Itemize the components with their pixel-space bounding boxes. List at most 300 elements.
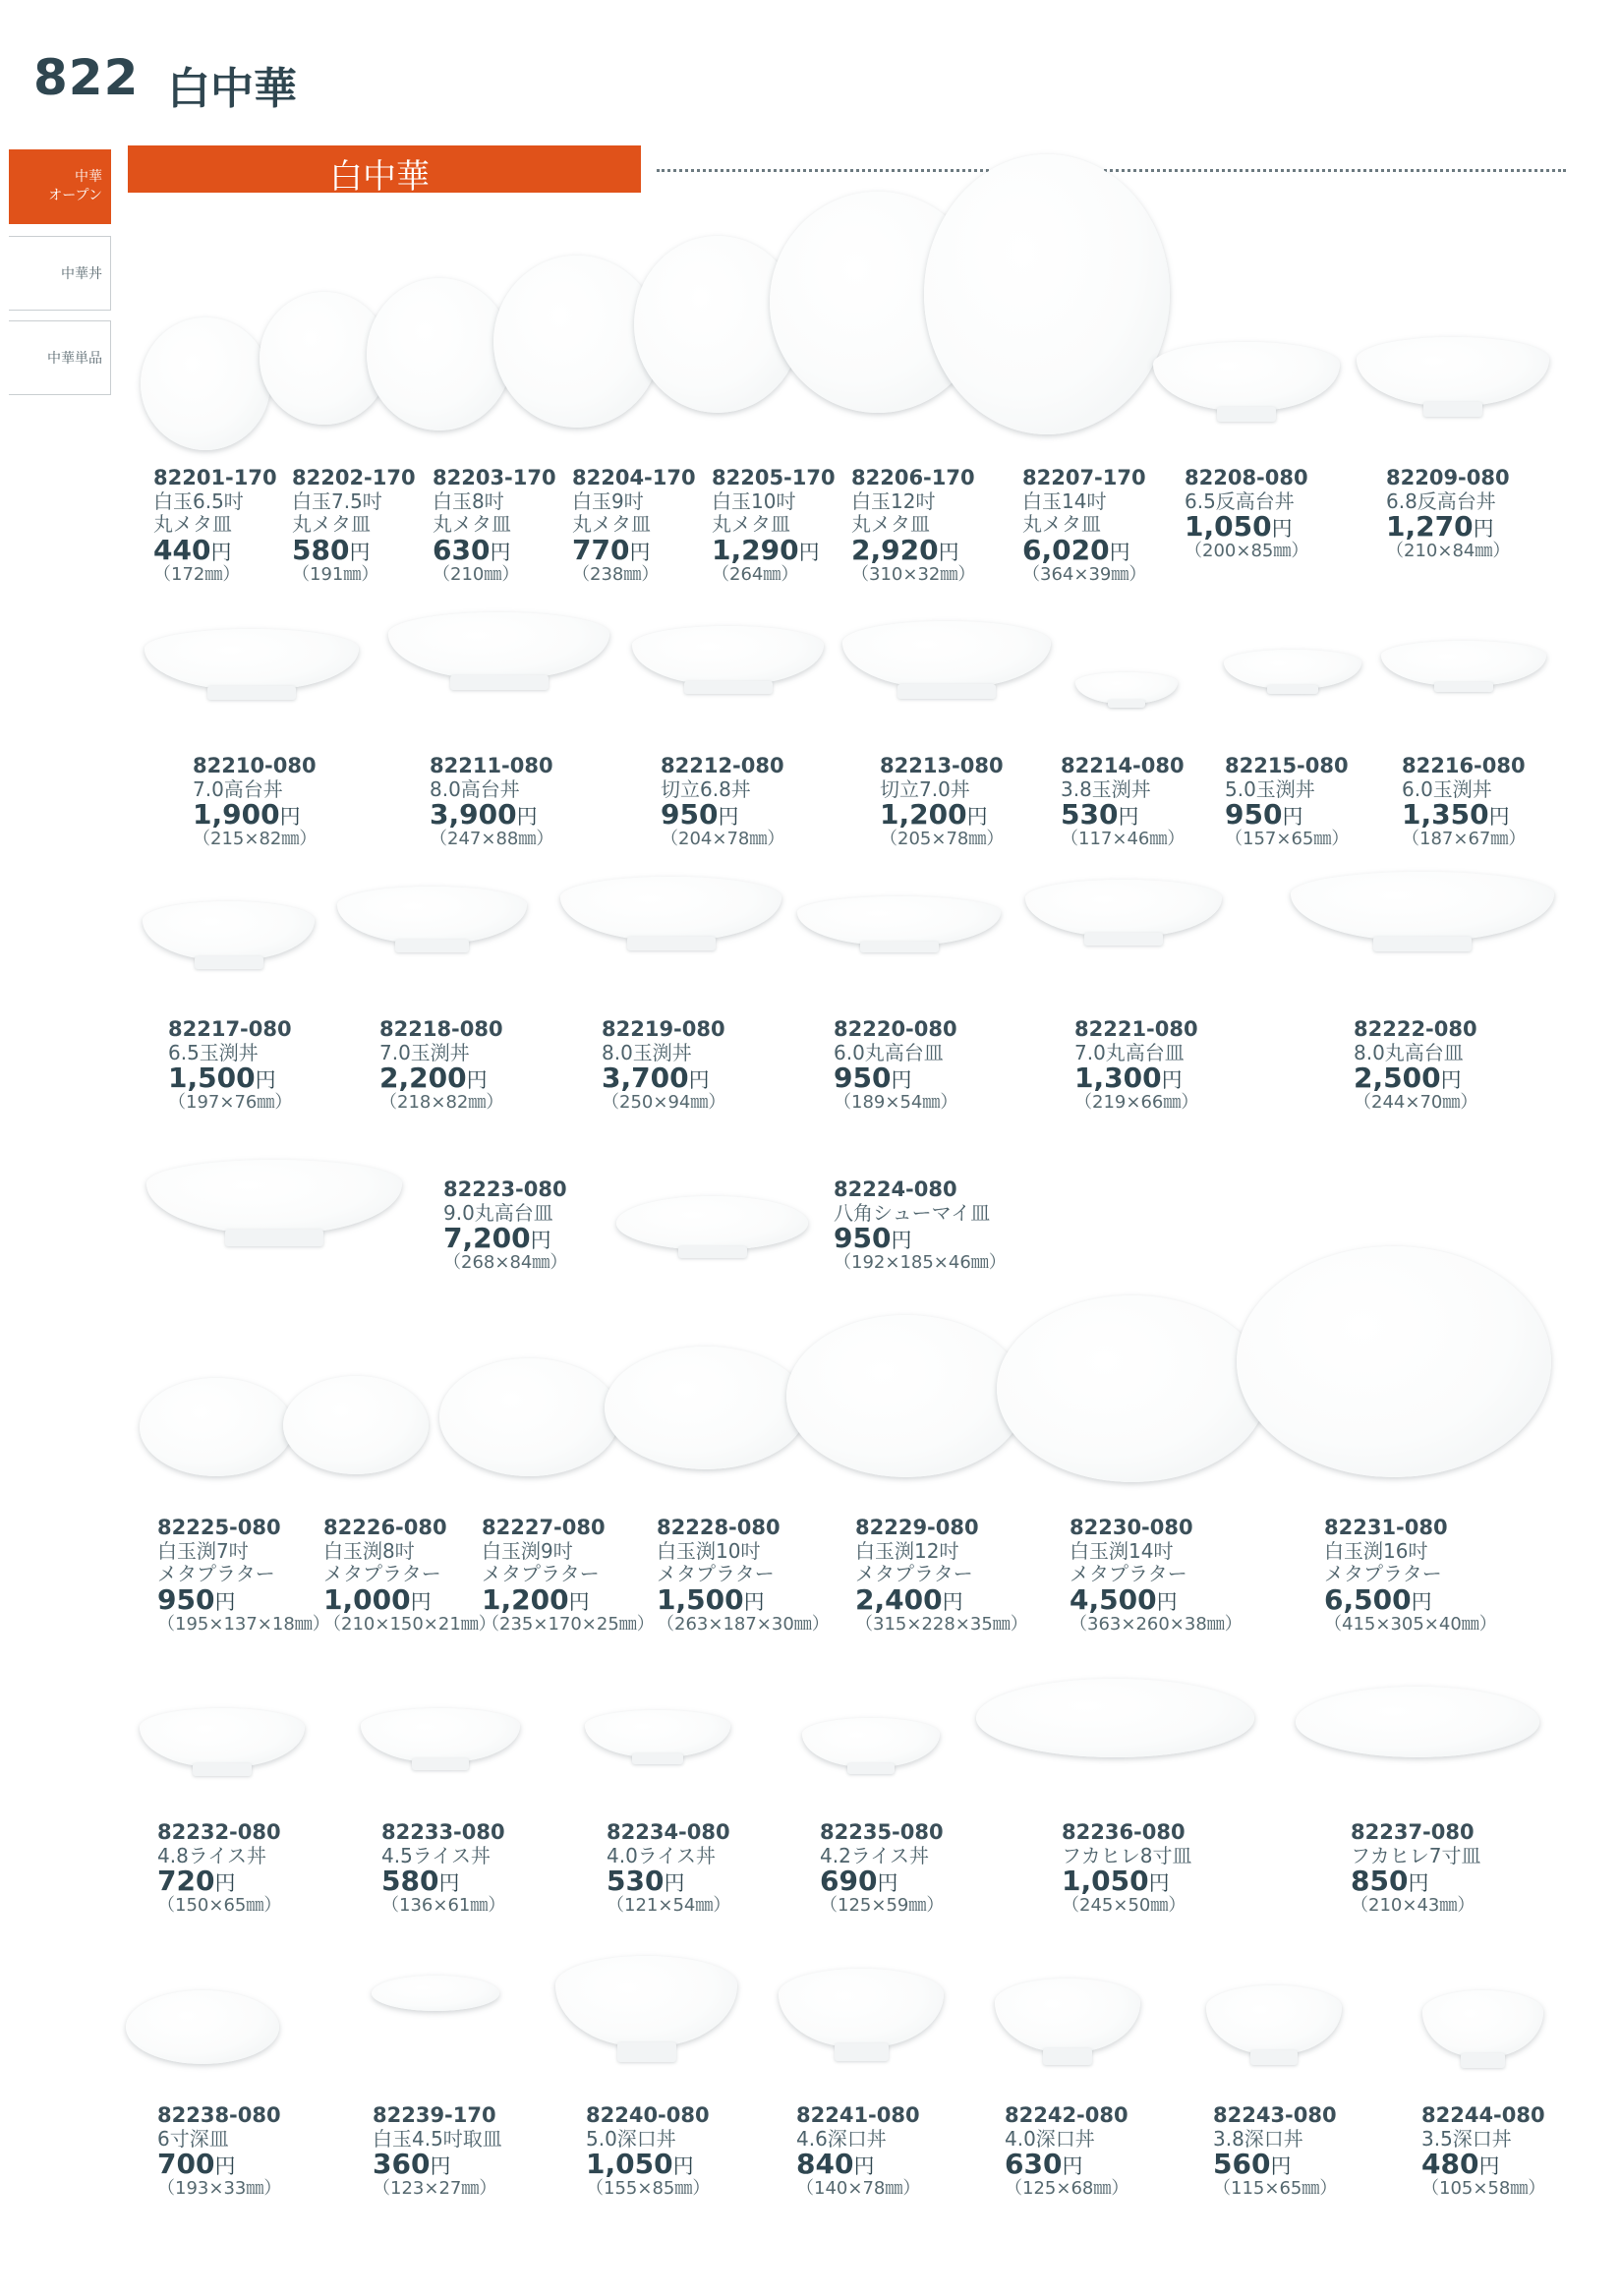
product-name: 白玉6.5吋 丸メタ皿 bbox=[153, 488, 244, 537]
product-price bbox=[880, 798, 1004, 832]
product-price bbox=[712, 533, 836, 566]
product-item bbox=[712, 466, 836, 585]
product-name: 6.5反高台丼 bbox=[1185, 488, 1295, 513]
product-image bbox=[146, 1160, 402, 1234]
product-image-foot bbox=[1108, 700, 1145, 708]
product-name: 3.5深口丼 bbox=[1421, 2126, 1512, 2151]
product-name: 白玉8吋 丸メタ皿 bbox=[433, 488, 511, 537]
product-item bbox=[379, 1017, 503, 1114]
price-value: 530 bbox=[607, 1865, 665, 1898]
price-value: 1,500 bbox=[657, 1582, 744, 1616]
product-image-foot bbox=[207, 686, 296, 700]
product-code: 82214-080 bbox=[1061, 754, 1185, 777]
product-item bbox=[607, 1820, 730, 1917]
product-price bbox=[1351, 1865, 1481, 1898]
yen-unit: 円 bbox=[1488, 805, 1510, 830]
product-dimensions: （263×187×30㎜） bbox=[657, 1613, 830, 1635]
product-dimensions: （125×59㎜） bbox=[820, 1895, 945, 1917]
yen-unit: 円 bbox=[853, 2154, 875, 2179]
product-item bbox=[1061, 754, 1185, 850]
product-price bbox=[1005, 2148, 1128, 2181]
product-image bbox=[1357, 337, 1549, 406]
product-name: 白玉渕8吋 メタプラター bbox=[323, 1538, 441, 1586]
product-dimensions: （218×82㎜） bbox=[379, 1092, 504, 1114]
product-item bbox=[851, 466, 975, 585]
price-value: 1,300 bbox=[1074, 1062, 1162, 1095]
price-value: 1,200 bbox=[880, 798, 967, 832]
product-image bbox=[126, 1990, 279, 2064]
product-image bbox=[997, 1295, 1267, 1482]
product-dimensions: （192×185×46㎜） bbox=[834, 1252, 1007, 1274]
product-price bbox=[193, 798, 317, 832]
product-dimensions: （238㎜） bbox=[572, 563, 660, 585]
product-image bbox=[797, 896, 1001, 946]
yen-unit: 円 bbox=[210, 540, 232, 564]
product-price bbox=[657, 1582, 830, 1616]
product-dimensions: （204×78㎜） bbox=[661, 829, 785, 850]
yen-unit: 円 bbox=[891, 1229, 912, 1253]
product-code: 82210-080 bbox=[193, 754, 317, 777]
product-code: 82236-080 bbox=[1062, 1820, 1186, 1844]
product-item bbox=[157, 2103, 281, 2200]
price-value: 840 bbox=[796, 2148, 854, 2181]
product-image bbox=[1291, 872, 1554, 941]
product-image-foot bbox=[1373, 937, 1472, 951]
product-name: 6.5玉渕丼 bbox=[168, 1040, 259, 1064]
product-price bbox=[855, 1582, 1028, 1616]
product-code: 82225-080 bbox=[157, 1516, 281, 1539]
yen-unit: 円 bbox=[214, 2154, 236, 2179]
price-value: 1,900 bbox=[193, 798, 280, 832]
product-image-foot bbox=[847, 1763, 895, 1774]
product-code: 82241-080 bbox=[796, 2103, 920, 2127]
product-image bbox=[367, 278, 512, 430]
product-image-foot bbox=[225, 1230, 323, 1246]
product-image-foot bbox=[860, 942, 939, 952]
product-code: 82223-080 bbox=[443, 1177, 567, 1201]
yen-unit: 円 bbox=[1440, 1068, 1462, 1093]
side-tab-chuka-don[interactable]: 中華丼 bbox=[9, 236, 111, 311]
product-item bbox=[657, 1516, 830, 1635]
product-name: 白玉9吋 丸メタ皿 bbox=[572, 488, 651, 537]
product-item bbox=[572, 466, 696, 585]
product-price bbox=[157, 1865, 281, 1898]
product-name: 白玉渕10吋 メタプラター bbox=[657, 1538, 775, 1586]
product-item bbox=[602, 1017, 725, 1114]
product-price bbox=[1070, 1582, 1243, 1616]
product-item bbox=[323, 1516, 496, 1635]
product-code: 82220-080 bbox=[834, 1017, 957, 1041]
product-code: 82206-170 bbox=[851, 466, 975, 489]
product-dimensions: （205×78㎜） bbox=[880, 829, 1005, 850]
product-price bbox=[1185, 510, 1308, 544]
product-price bbox=[157, 2148, 281, 2181]
product-name: 白玉10吋 丸メタ皿 bbox=[712, 488, 796, 537]
product-price bbox=[381, 1865, 505, 1898]
yen-unit: 円 bbox=[1408, 1871, 1429, 1896]
product-name: 4.5ライス丼 bbox=[381, 1843, 492, 1867]
product-name: フカヒレ8寸皿 bbox=[1062, 1843, 1192, 1867]
product-item bbox=[1324, 1516, 1497, 1635]
yen-unit: 円 bbox=[629, 540, 651, 564]
product-price bbox=[1324, 1582, 1497, 1616]
product-dimensions: （415×305×40㎜） bbox=[1324, 1613, 1497, 1635]
product-code: 82218-080 bbox=[379, 1017, 503, 1041]
price-value: 1,350 bbox=[1402, 798, 1489, 832]
product-code: 82231-080 bbox=[1324, 1516, 1448, 1539]
product-price bbox=[157, 1582, 330, 1616]
product-dimensions: （215×82㎜） bbox=[193, 829, 318, 850]
yen-unit: 円 bbox=[1109, 540, 1130, 564]
product-code: 82234-080 bbox=[607, 1820, 730, 1844]
product-dimensions: （264㎜） bbox=[712, 563, 799, 585]
product-item bbox=[1070, 1516, 1243, 1635]
product-price bbox=[1213, 2148, 1337, 2181]
product-image bbox=[585, 1710, 730, 1757]
product-code: 82238-080 bbox=[157, 2103, 281, 2127]
product-name: 白玉4.5吋取皿 bbox=[373, 2126, 502, 2151]
product-name: 3.8深口丼 bbox=[1213, 2126, 1303, 2151]
product-item bbox=[381, 1820, 505, 1917]
product-image bbox=[1206, 1985, 1342, 2054]
page-number: 822 bbox=[33, 49, 140, 106]
product-code: 82233-080 bbox=[381, 1820, 505, 1844]
yen-unit: 円 bbox=[938, 540, 959, 564]
product-code: 82212-080 bbox=[661, 754, 784, 777]
product-code: 82226-080 bbox=[323, 1516, 447, 1539]
product-dimensions: （363×260×38㎜） bbox=[1070, 1613, 1243, 1635]
product-image bbox=[842, 621, 1051, 688]
product-code: 82216-080 bbox=[1402, 754, 1526, 777]
product-name: 4.0ライス丼 bbox=[607, 1843, 717, 1867]
price-value: 2,920 bbox=[851, 533, 939, 566]
yen-unit: 円 bbox=[1148, 1871, 1170, 1896]
product-code: 82213-080 bbox=[880, 754, 1004, 777]
product-item bbox=[1354, 1017, 1477, 1114]
product-image-foot bbox=[412, 1758, 469, 1770]
product-image bbox=[802, 1718, 940, 1767]
product-item bbox=[1062, 1820, 1192, 1917]
product-name: 9.0丸高台皿 bbox=[443, 1200, 553, 1225]
price-value: 580 bbox=[292, 533, 350, 566]
product-dimensions: （157×65㎜） bbox=[1225, 829, 1350, 850]
price-value: 2,500 bbox=[1354, 1062, 1441, 1095]
product-item bbox=[430, 754, 553, 850]
price-value: 950 bbox=[157, 1582, 215, 1616]
product-item bbox=[1074, 1017, 1198, 1114]
price-value: 850 bbox=[1351, 1865, 1409, 1898]
product-item bbox=[168, 1017, 292, 1114]
price-value: 700 bbox=[157, 2148, 215, 2181]
product-item bbox=[796, 2103, 920, 2200]
yen-unit: 円 bbox=[568, 1589, 590, 1614]
product-image bbox=[1025, 880, 1222, 937]
price-value: 1,270 bbox=[1386, 510, 1474, 544]
price-value: 950 bbox=[1225, 798, 1283, 832]
product-item bbox=[1005, 2103, 1128, 2200]
yen-unit: 円 bbox=[1156, 1589, 1178, 1614]
product-dimensions: （235×170×25㎜） bbox=[482, 1613, 655, 1635]
product-code: 82227-080 bbox=[482, 1516, 606, 1539]
product-price bbox=[796, 2148, 920, 2181]
yen-unit: 円 bbox=[516, 805, 538, 830]
product-name: 4.8ライス丼 bbox=[157, 1843, 267, 1867]
yen-unit: 円 bbox=[349, 540, 371, 564]
product-dimensions: （210×84㎜） bbox=[1386, 541, 1511, 562]
product-name: 8.0丸高台皿 bbox=[1354, 1040, 1464, 1064]
product-image bbox=[1153, 342, 1340, 411]
price-value: 3,900 bbox=[430, 798, 517, 832]
product-name: 7.0玉渕丼 bbox=[379, 1040, 470, 1064]
product-price bbox=[433, 533, 556, 566]
product-dimensions: （121×54㎜） bbox=[607, 1895, 731, 1917]
product-price bbox=[153, 533, 277, 566]
yen-unit: 円 bbox=[688, 1068, 710, 1093]
product-code: 82235-080 bbox=[820, 1820, 944, 1844]
product-image-foot bbox=[395, 940, 469, 952]
product-code: 82224-080 bbox=[834, 1177, 957, 1201]
yen-unit: 円 bbox=[530, 1229, 551, 1253]
product-code: 82205-170 bbox=[712, 466, 836, 489]
product-code: 82240-080 bbox=[586, 2103, 710, 2127]
product-name: 8.0玉渕丼 bbox=[602, 1040, 692, 1064]
yen-unit: 円 bbox=[279, 805, 301, 830]
product-image bbox=[786, 1315, 1025, 1477]
product-item bbox=[834, 1017, 957, 1114]
product-code: 82208-080 bbox=[1185, 466, 1308, 489]
product-name: フカヒレ7寸皿 bbox=[1351, 1843, 1481, 1867]
product-item bbox=[373, 2103, 502, 2200]
price-value: 1,050 bbox=[1062, 1865, 1149, 1898]
price-value: 770 bbox=[572, 533, 630, 566]
product-dimensions: （189×54㎜） bbox=[834, 1092, 958, 1114]
product-price bbox=[1402, 798, 1526, 832]
product-price bbox=[168, 1062, 292, 1095]
product-name: 切立7.0丼 bbox=[880, 776, 970, 801]
product-image-foot bbox=[195, 956, 263, 969]
section-banner-title: 白中華 bbox=[329, 157, 430, 197]
yen-unit: 円 bbox=[410, 1589, 432, 1614]
product-image bbox=[388, 612, 609, 679]
yen-unit: 円 bbox=[877, 1871, 898, 1896]
product-code: 82203-170 bbox=[433, 466, 556, 489]
product-dimensions: （125×68㎜） bbox=[1005, 2178, 1129, 2200]
product-price bbox=[602, 1062, 725, 1095]
product-name: 5.0深口丼 bbox=[586, 2126, 676, 2151]
product-image bbox=[140, 1378, 293, 1476]
product-code: 82243-080 bbox=[1213, 2103, 1337, 2127]
section-banner bbox=[128, 145, 641, 197]
product-dimensions: （200×85㎜） bbox=[1185, 541, 1309, 562]
yen-unit: 円 bbox=[664, 1871, 685, 1896]
product-item bbox=[834, 1177, 1007, 1274]
product-image bbox=[779, 1969, 944, 2047]
product-price bbox=[1386, 510, 1510, 544]
yen-unit: 円 bbox=[214, 1589, 236, 1614]
product-image-foot bbox=[1434, 682, 1493, 692]
product-name: 7.0丸高台皿 bbox=[1074, 1040, 1185, 1064]
product-price bbox=[292, 533, 416, 566]
product-dimensions: （245×50㎜） bbox=[1062, 1895, 1186, 1917]
product-dimensions: （250×94㎜） bbox=[602, 1092, 726, 1114]
product-code: 82207-170 bbox=[1022, 466, 1146, 489]
product-dimensions: （195×137×18㎜） bbox=[157, 1613, 330, 1635]
product-image bbox=[605, 1347, 807, 1469]
product-item bbox=[1185, 466, 1308, 562]
price-value: 4,500 bbox=[1070, 1582, 1157, 1616]
yen-unit: 円 bbox=[743, 1589, 765, 1614]
product-price bbox=[443, 1222, 567, 1255]
product-dimensions: （150×65㎜） bbox=[157, 1895, 282, 1917]
product-image bbox=[995, 1979, 1140, 2052]
page-title: 白中華 bbox=[167, 64, 297, 114]
product-item bbox=[1225, 754, 1349, 850]
product-image-foot bbox=[1043, 2048, 1092, 2065]
yen-unit: 円 bbox=[672, 2154, 694, 2179]
product-image-foot bbox=[1423, 402, 1482, 417]
product-item bbox=[157, 1516, 330, 1635]
product-image bbox=[361, 1708, 520, 1762]
product-image-foot bbox=[450, 675, 549, 690]
product-name: 7.0高台丼 bbox=[193, 776, 283, 801]
product-image bbox=[143, 901, 315, 960]
product-code: 82217-080 bbox=[168, 1017, 292, 1041]
product-item bbox=[153, 466, 277, 585]
product-dimensions: （155×85㎜） bbox=[586, 2178, 711, 2200]
product-item bbox=[1402, 754, 1526, 850]
yen-unit: 円 bbox=[891, 1068, 912, 1093]
yen-unit: 円 bbox=[942, 1589, 963, 1614]
side-tab-chuka-tanpin[interactable]: 中華単品 bbox=[9, 320, 111, 395]
product-image bbox=[632, 626, 824, 685]
product-image bbox=[1381, 641, 1546, 686]
price-value: 1,500 bbox=[168, 1062, 256, 1095]
price-value: 6,500 bbox=[1324, 1582, 1412, 1616]
product-image bbox=[141, 317, 270, 450]
product-name: 白玉14吋 丸メタ皿 bbox=[1022, 488, 1107, 537]
product-price bbox=[851, 533, 975, 566]
price-value: 7,200 bbox=[443, 1222, 531, 1255]
yen-unit: 円 bbox=[1473, 517, 1494, 542]
yen-unit: 円 bbox=[1118, 805, 1139, 830]
product-item bbox=[433, 466, 556, 585]
product-code: 82230-080 bbox=[1070, 1516, 1193, 1539]
product-image bbox=[145, 629, 359, 690]
product-name: 4.6深口丼 bbox=[796, 2126, 887, 2151]
product-item bbox=[1351, 1820, 1481, 1917]
product-name: 白玉7.5吋 丸メタ皿 bbox=[292, 488, 382, 537]
product-image bbox=[140, 1708, 305, 1767]
product-name: 白玉渕16吋 メタプラター bbox=[1324, 1538, 1442, 1586]
product-price bbox=[661, 798, 784, 832]
product-dimensions: （219×66㎜） bbox=[1074, 1092, 1199, 1114]
product-item bbox=[586, 2103, 710, 2200]
price-value: 2,400 bbox=[855, 1582, 943, 1616]
price-value: 630 bbox=[1005, 2148, 1063, 2181]
product-dimensions: （244×70㎜） bbox=[1354, 1092, 1478, 1114]
product-price bbox=[1354, 1062, 1477, 1095]
product-name: 4.2ライス丼 bbox=[820, 1843, 930, 1867]
yen-unit: 円 bbox=[1411, 1589, 1432, 1614]
product-name: 白玉渕9吋 メタプラター bbox=[482, 1538, 600, 1586]
product-code: 82228-080 bbox=[657, 1516, 781, 1539]
product-image bbox=[560, 877, 781, 941]
product-code: 82221-080 bbox=[1074, 1017, 1198, 1041]
product-code: 82211-080 bbox=[430, 754, 553, 777]
product-code: 82202-170 bbox=[292, 466, 416, 489]
product-item bbox=[1386, 466, 1510, 562]
price-value: 950 bbox=[834, 1222, 892, 1255]
product-image bbox=[1237, 1246, 1551, 1477]
product-image bbox=[1422, 1990, 1543, 2057]
yen-unit: 円 bbox=[1270, 2154, 1292, 2179]
product-image bbox=[1296, 1687, 1539, 1757]
product-name: 6.8反高台丼 bbox=[1386, 488, 1496, 513]
product-dimensions: （117×46㎜） bbox=[1061, 829, 1186, 850]
product-dimensions: （136×61㎜） bbox=[381, 1895, 506, 1917]
product-item bbox=[157, 1820, 281, 1917]
product-dimensions: （140×78㎜） bbox=[796, 2178, 921, 2200]
product-code: 82215-080 bbox=[1225, 754, 1349, 777]
product-item bbox=[1421, 2103, 1545, 2200]
yen-unit: 円 bbox=[466, 1068, 488, 1093]
price-value: 440 bbox=[153, 533, 211, 566]
product-image-foot bbox=[617, 2042, 676, 2062]
product-price bbox=[1062, 1865, 1192, 1898]
product-image-foot bbox=[1250, 2050, 1298, 2065]
product-item bbox=[482, 1516, 655, 1635]
product-price bbox=[323, 1582, 496, 1616]
product-image-foot bbox=[1267, 685, 1318, 694]
yen-unit: 円 bbox=[430, 2154, 451, 2179]
product-dimensions: （193×33㎜） bbox=[157, 2178, 282, 2200]
product-dimensions: （172㎜） bbox=[153, 563, 241, 585]
product-image-foot bbox=[1217, 407, 1276, 422]
product-name: 白玉渕12吋 メタプラター bbox=[855, 1538, 973, 1586]
product-name: 白玉12吋 丸メタ皿 bbox=[851, 488, 936, 537]
product-dimensions: （364×39㎜） bbox=[1022, 563, 1147, 585]
price-value: 580 bbox=[381, 1865, 439, 1898]
product-dimensions: （187×67㎜） bbox=[1402, 829, 1527, 850]
price-value: 6,020 bbox=[1022, 533, 1110, 566]
product-image-foot bbox=[1461, 2053, 1505, 2068]
product-item bbox=[1213, 2103, 1337, 2200]
side-tab-chuka-open[interactable]: 中華 オープン bbox=[9, 149, 111, 224]
product-item bbox=[661, 754, 784, 850]
product-item bbox=[880, 754, 1004, 850]
product-price bbox=[834, 1222, 1007, 1255]
yen-unit: 円 bbox=[490, 540, 511, 564]
product-dimensions: （197×76㎜） bbox=[168, 1092, 293, 1114]
product-dimensions: （115×65㎜） bbox=[1213, 2178, 1338, 2200]
product-code: 82239-170 bbox=[373, 2103, 496, 2127]
yen-unit: 円 bbox=[1062, 2154, 1083, 2179]
yen-unit: 円 bbox=[255, 1068, 276, 1093]
product-image-foot bbox=[835, 2043, 889, 2061]
product-image bbox=[924, 154, 1170, 434]
product-code: 82204-170 bbox=[572, 466, 696, 489]
product-image bbox=[439, 1358, 619, 1476]
product-code: 82219-080 bbox=[602, 1017, 725, 1041]
dotted-divider bbox=[657, 169, 1566, 172]
price-value: 530 bbox=[1061, 798, 1119, 832]
product-code: 82209-080 bbox=[1386, 466, 1510, 489]
product-image bbox=[555, 1956, 737, 2046]
product-item bbox=[292, 466, 416, 585]
product-price bbox=[1421, 2148, 1545, 2181]
product-price bbox=[1225, 798, 1349, 832]
product-price bbox=[820, 1865, 944, 1898]
